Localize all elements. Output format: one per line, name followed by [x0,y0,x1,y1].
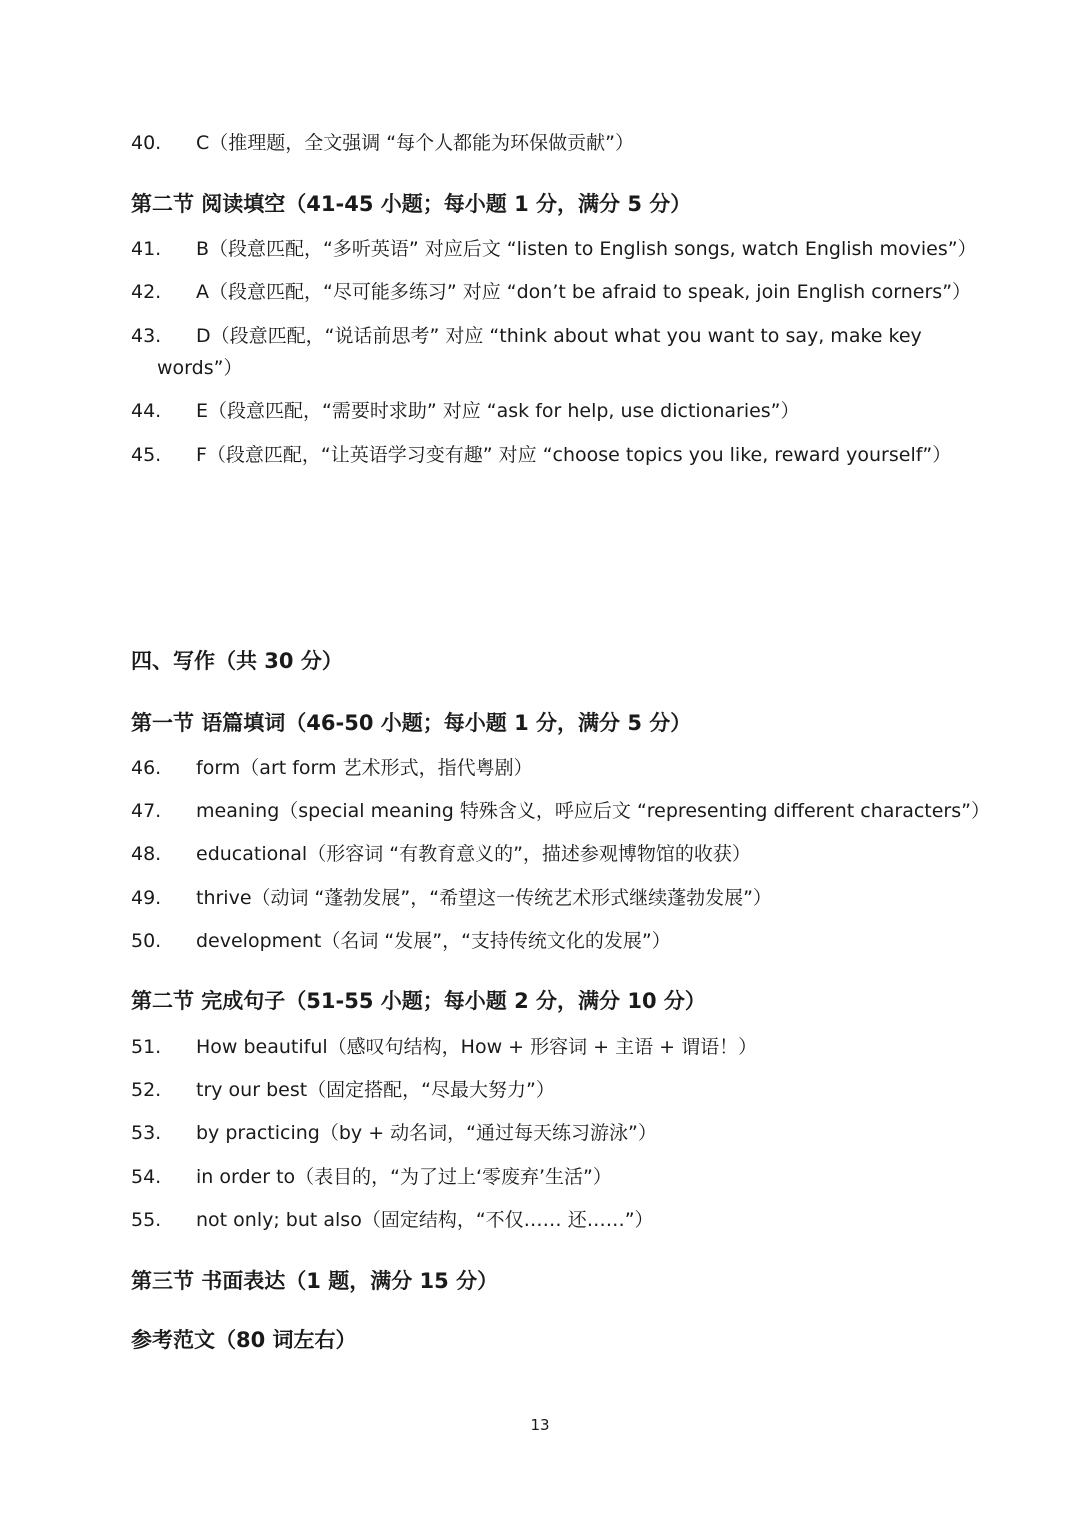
item-text: in order to（表目的，“为了过上‘零废弃’生活”） [196,1166,612,1188]
item-number: 42. [131,281,162,303]
item-text: How beautiful（感叹句结构，How + 形容词 + 主语 + 谓语！） [196,1036,758,1058]
item-number: 51. [131,1036,162,1058]
answer-item-49 [131,886,772,910]
answer-item-43 [131,324,922,348]
item-text: E（段意匹配，“需要时求助” 对应 “ask for help, use dictionaries”） [196,400,800,422]
item-number: 50. [131,930,162,952]
item-number: 46. [131,757,162,779]
item-text: development（名词 “发展”，“支持传统文化的发展”） [196,930,671,952]
item-text: meaning（special meaning 特殊含义，呼应后文 “representing different characters”） [196,800,990,822]
answer-item-44 [131,399,800,423]
item-text: by practicing（by + 动名词，“通过每天练习游泳”） [196,1122,657,1144]
answer-item-50 [131,929,671,953]
section-heading-writing: 第三节 书面表达（1 题，满分 15 分） [131,1269,499,1293]
answer-item-53 [131,1121,657,1145]
page-number: 13 [530,1416,550,1434]
item-text: try our best（固定搭配，“尽最大努力”） [196,1079,555,1101]
item-number: 41. [131,238,162,260]
item-text: C（推理题，全文强调 “每个人都能为环保做贡献”） [196,132,634,154]
section-heading-reading-fill: 第二节 阅读填空（41-45 小题；每小题 1 分，满分 5 分） [131,192,692,216]
answer-item-54 [131,1165,612,1189]
item-text: not only; but also（固定结构，“不仅…… 还……”） [196,1209,654,1231]
answer-item-52 [131,1078,555,1102]
item-number: 49. [131,887,162,909]
item-number: 52. [131,1079,162,1101]
item-text: F（段意匹配，“让英语学习变有趣” 对应 “choose topics you like, reward yourself”） [196,444,952,466]
item-text: B（段意匹配，“多听英语” 对应后文 “listen to English songs, watch English movies”） [196,238,977,260]
answer-item-41 [131,237,977,261]
item-number: 55. [131,1209,162,1231]
part-heading-writing: 四、写作（共 30 分） [131,649,343,673]
answer-item-40 [131,131,634,155]
item-number: 54. [131,1166,162,1188]
section-heading-cloze: 第一节 语篇填词（46-50 小题；每小题 1 分，满分 5 分） [131,711,692,735]
answer-item-55 [131,1208,654,1232]
item-number: 53. [131,1122,162,1144]
item-text: D（段意匹配，“说话前思考” 对应 “think about what you want to say, make key [196,325,922,347]
answer-item-45 [131,443,951,467]
item-text: A（段意匹配，“尽可能多练习” 对应 “don’t be afraid to speak, join English corners”） [196,281,972,303]
answer-item-42 [131,280,971,304]
answer-item-48 [131,842,751,866]
item-text: form（art form 艺术形式，指代粤剧） [196,757,533,779]
answer-item-43-continuation: words”） [157,357,243,379]
item-text: thrive（动词 “蓬勃发展”，“希望这一传统艺术形式继续蓬勃发展”） [196,887,772,909]
answer-item-51 [131,1035,757,1059]
item-number: 47. [131,800,162,822]
item-number: 48. [131,843,162,865]
answer-item-47 [131,799,990,823]
item-number: 43. [131,325,162,347]
answer-item-46 [131,756,533,780]
item-number: 40. [131,132,162,154]
item-number: 44. [131,400,162,422]
item-number: 45. [131,444,162,466]
item-text: educational（形容词 “有教育意义的”，描述参观博物馆的收获） [196,843,751,865]
section-heading-sentences: 第二节 完成句子（51-55 小题；每小题 2 分，满分 10 分） [131,989,706,1013]
sample-essay-heading: 参考范文（80 词左右） [131,1328,357,1352]
